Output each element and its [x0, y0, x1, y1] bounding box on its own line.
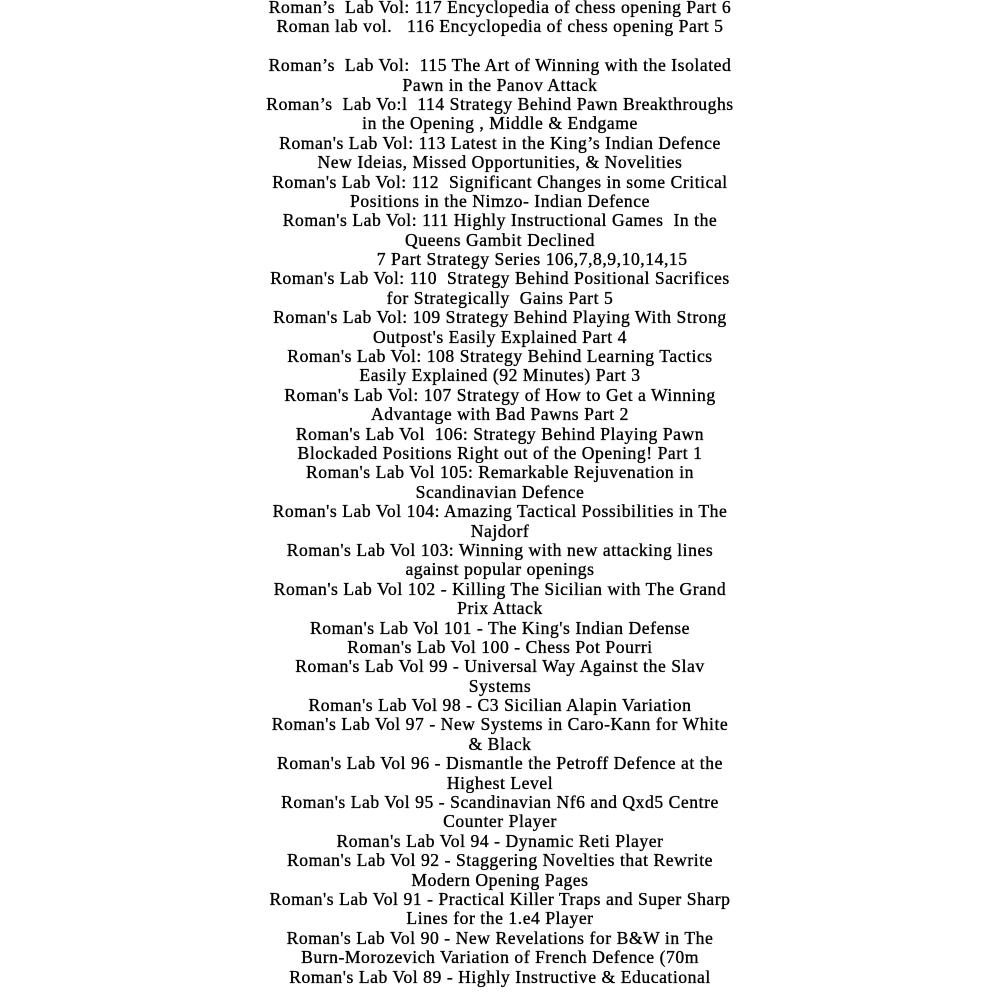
text-line: Pawn in the Panov Attack [402, 74, 598, 95]
text-line: Roman’s Lab Vol: 117 Encyclopedia of chess opening Part 6 [268, 0, 732, 17]
text-line: Roman's Lab Vol: 107 Strategy of How to Get a Winning [284, 384, 716, 405]
text-line: Roman's Lab Vol 100 - Chess Pot Pourri [347, 636, 653, 657]
text-line: Lines for the 1.e4 Player [406, 908, 594, 929]
text-line: Blockaded Positions Right out of the Opening! Part 1 [297, 442, 703, 463]
text-line: Najdorf [470, 520, 530, 541]
text-line: Roman lab vol. 116 Encyclopedia of chess opening Part 5 [276, 16, 724, 37]
text-line: Roman's Lab Vol 95 - Scandinavian Nf6 and Qxd5 Centre [281, 792, 719, 813]
text-line: Roman's Lab Vol 94 - Dynamic Reti Player [336, 830, 664, 851]
blank-line [0, 37, 1000, 56]
text-line: New Ideias, Missed Opportunities, & Novelities [317, 152, 683, 173]
text-line: Roman's Lab Vol 90 - New Revelations for B&W in The [286, 927, 714, 948]
text-line: Roman’s Lab Vol: 115 The Art of Winning with the Isolated [268, 55, 732, 76]
text-line: Roman's Lab Vol 102 - Killing The Sicilian with The Grand [273, 578, 727, 599]
text-line: Outpost's Easily Explained Part 4 [373, 326, 627, 347]
text-line: Roman's Lab Vol: 109 Strategy Behind Playing With Strong [273, 307, 727, 328]
text-line: Roman’s Lab Vo:l 114 Strategy Behind Pawn Breakthroughs [266, 93, 734, 114]
text-line: Burn-Morozevich Variation of French Defence (70m [301, 947, 699, 968]
text-line: Prix Attack [457, 598, 543, 619]
text-line: for Strategically Gains Part 5 [386, 287, 614, 308]
text-line: Positions in the Nimzo- Indian Defence [350, 190, 650, 211]
text-line: against popular openings [405, 559, 595, 580]
text-line: Roman's Lab Vol 91 - Practical Killer Traps and Super Sharp [269, 888, 731, 909]
text-line: Easily Explained (92 Minutes) Part 3 [359, 365, 641, 386]
text-line: Roman's Lab Vol: 112 Significant Changes in some Critical [272, 171, 728, 192]
text-line: & Black [468, 733, 532, 754]
text-line: Roman's Lab Vol 101 - The King's Indian Defense [309, 617, 691, 638]
text-line: Roman's Lab Vol: 113 Latest in the King’s Indian Defence [279, 132, 721, 153]
text-line: Counter Player [443, 811, 557, 832]
text-line: Queens Gambit Declined [405, 229, 595, 250]
text-line: Roman's Lab Vol 106: Strategy Behind Playing Pawn [295, 423, 705, 444]
text-line: Roman's Lab Vol 96 - Dismantle the Petroff Defence at the [277, 753, 723, 774]
text-line: Roman's Lab Vol 105: Remarkable Rejuvenation in [305, 462, 694, 483]
text-line: Roman's Lab Vol 92 - Staggering Novelties that Rewrite [286, 850, 714, 871]
text-line: Roman's Lab Vol 97 - New Systems in Caro-Kann for White [271, 714, 729, 735]
text-line: Scandinavian Defence [415, 481, 585, 502]
text-line: Roman's Lab Vol 98 - C3 Sicilian Alapin Variation [308, 695, 692, 716]
text-line: Advantage with Bad Pawns Part 2 [371, 404, 629, 425]
text-line: Highest Level [446, 772, 554, 793]
text-line: Roman's Lab Vol 99 - Universal Way Against the Slav [295, 656, 705, 677]
text-line: Roman's Lab Vol 89 - Highly Instructive & Educational [289, 966, 711, 987]
text-line: Roman's Lab Vol: 108 Strategy Behind Learning Tactics [287, 346, 713, 367]
text-line: Roman's Lab Vol 104: Amazing Tactical Possibilities in The [272, 501, 728, 522]
text-line: Roman's Lab Vol: 111 Highly Instructional Games In the [282, 210, 718, 231]
text-line: in the Opening , Middle & Endgame [362, 113, 638, 134]
text-line: Roman's Lab Vol 103: Winning with new attacking lines [286, 539, 714, 560]
text-line: Systems [468, 675, 532, 696]
text-line: Modern Opening Pages [411, 869, 589, 890]
text-line: Roman's Lab Vol: 110 Strategy Behind Positional Sacrifices [270, 268, 730, 289]
series-heading: 7 Part Strategy Series 106,7,8,9,10,14,15 [312, 249, 688, 270]
